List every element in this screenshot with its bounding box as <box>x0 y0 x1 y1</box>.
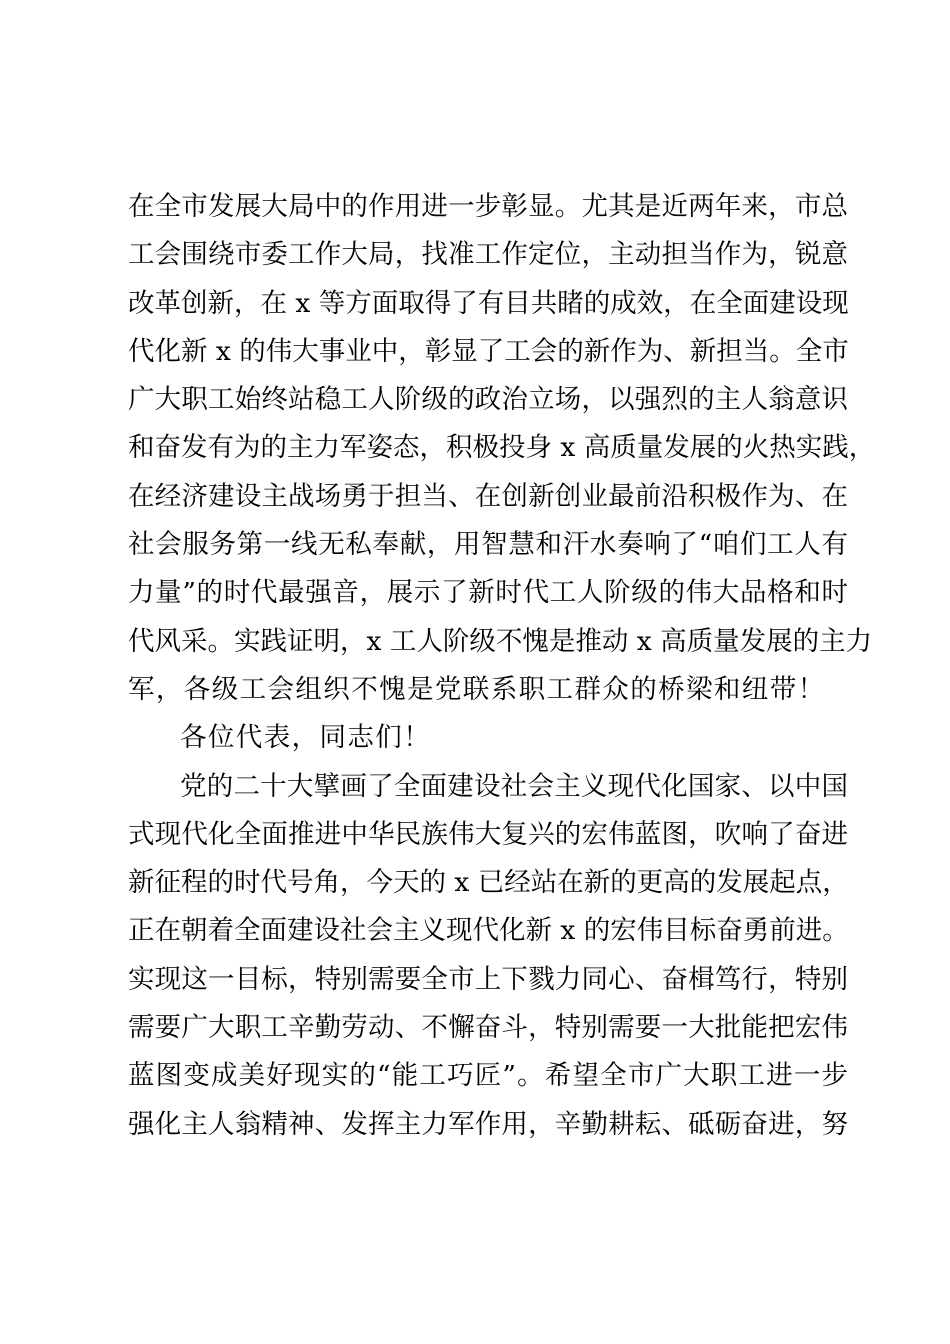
body-text <box>128 183 876 1149</box>
text-line: 强化主人翁精神、发挥主力军作用，辛勤耕耘、砥砺奋进，努 <box>128 1108 848 1140</box>
text-line: 代化新 x 的伟大事业中，彰显了工会的新作为、新担当。全市 <box>128 335 849 367</box>
paragraph-2 <box>128 763 848 1149</box>
text-line: 社会服务第一线无私奉献，用智慧和汗水奏响了“咱们工人有 <box>128 529 848 561</box>
text-line: 代风采。实践证明，x 工人阶级不愧是推动 x 高质量发展的主力 <box>128 625 873 657</box>
salutation: 各位代表，同志们！ <box>180 722 432 754</box>
text-line: 改革创新，在 x 等方面取得了有目共睹的成效，在全面建设现 <box>128 287 849 319</box>
text-line: 实现这一目标，特别需要全市上下戮力同心、奋楫笃行，特别 <box>128 963 848 995</box>
text-line: 正在朝着全面建设社会主义现代化新 x 的宏伟目标奋勇前进。 <box>128 915 849 947</box>
text-line-first: 党的二十大擘画了全面建设社会主义现代化国家、以中国 <box>180 770 848 802</box>
text-line: 蓝图变成美好现实的“能工巧匠”。希望全市广大职工进一步 <box>128 1060 848 1092</box>
text-line: 力量”的时代最强音，展示了新时代工人阶级的伟大品格和时 <box>128 577 848 609</box>
text-line: 式现代化全面推进中华民族伟大复兴的宏伟蓝图，吹响了奋进 <box>128 818 848 850</box>
text-line: 广大职工始终站稳工人阶级的政治立场，以强烈的主人翁意识 <box>128 384 848 416</box>
text-line: 工会围绕市委工作大局，找准工作定位，主动担当作为，锐意 <box>128 239 848 271</box>
text-line: 在经济建设主战场勇于担当、在创新创业最前沿积极作为、在 <box>128 480 848 512</box>
text-line: 新征程的时代号角，今天的 x 已经站在新的更高的发展起点， <box>128 867 849 899</box>
text-line: 在全市发展大局中的作用进一步彰显。尤其是近两年来，市总 <box>128 191 848 222</box>
text-line-last: 军，各级工会组织不愧是党联系职工群众的桥梁和纽带！ <box>128 673 826 705</box>
text-line: 需要广大职工辛勤劳动、不懈奋斗，特别需要一大批能把宏伟 <box>128 1012 848 1044</box>
salutation-paragraph <box>128 714 848 762</box>
paragraph-1 <box>128 183 876 714</box>
text-line: 和奋发有为的主力军姿态，积极投身 x 高质量发展的火热实践， <box>128 432 876 464</box>
